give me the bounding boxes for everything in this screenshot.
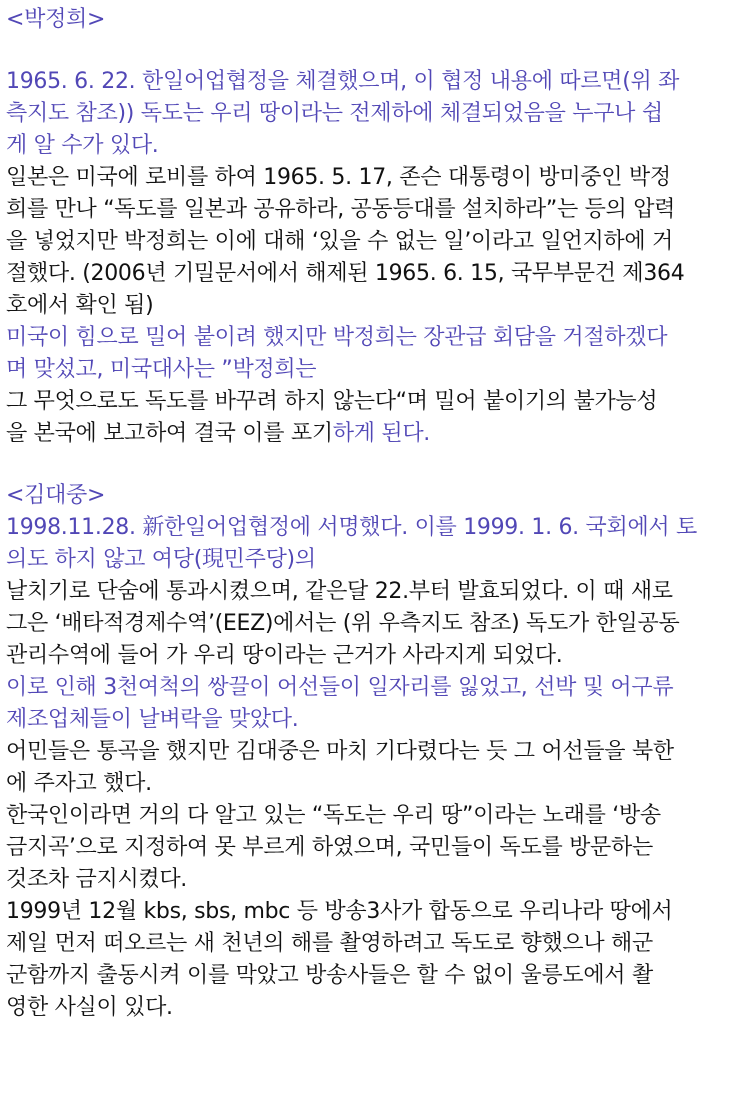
text-span: 하게 된다. [332, 421, 430, 446]
paragraph-line: 미국이 힘으로 밀어 붙이려 했지만 박정희는 장관급 회담을 거절하겠다 [6, 325, 668, 350]
paragraph-line: 그 무엇으로도 독도를 바꾸려 하지 않는다“며 밀어 붙이기의 불가능성 [6, 389, 658, 414]
paragraph-line: 금지곡’으로 지정하여 못 부르게 하였으며, 국민들이 독도를 방문하는 [6, 835, 653, 860]
paragraph-line: 한국인이라면 거의 다 알고 있는 “독도는 우리 땅”이라는 노래를 ‘방송 [6, 803, 661, 828]
paragraph-line: 절했다. (2006년 기밀문서에서 해제된 1965. 6. 15, 국무부문건 제364 [6, 261, 685, 286]
paragraph-line: 1965. 6. 22. 한일어업협정을 체결했으며, 이 협정 내용에 따르면(위 좌 [6, 69, 680, 94]
paragraph-line: 며 맞섰고, 미국대사는 ”박정희는 [6, 357, 317, 382]
text-span: 을 본국에 보고하여 결국 이를 포기 [6, 421, 333, 446]
blank-line [6, 36, 752, 66]
section-heading-park: <박정희> [6, 7, 106, 32]
paragraph-line: 호에서 확인 됨) [6, 293, 154, 318]
paragraph-line: 날치기로 단숨에 통과시켰으며, 같은달 22.부터 발효되었다. 이 때 새로 [6, 579, 673, 604]
paragraph-line [6, 418, 752, 450]
paragraph-line: 일본은 미국에 로비를 하여 1965. 5. 17, 존슨 대통령이 방미중인 박정 [6, 165, 671, 190]
paragraph-line: 에 주자고 했다. [6, 771, 152, 796]
paragraph-line: 제조업체들이 날벼락을 맞았다. [6, 707, 299, 732]
blank-line [6, 450, 752, 480]
paragraph-line: 의도 하지 않고 여당(現민주당)의 [6, 547, 316, 572]
section-heading-kim: <김대중> [6, 483, 106, 508]
paragraph-line: 군함까지 출동시켜 이를 막았고 방송사들은 할 수 없이 울릉도에서 촬 [6, 963, 653, 988]
paragraph-line: 측지도 참조)) 독도는 우리 땅이라는 전제하에 체결되었음을 누구나 쉽 [6, 101, 663, 126]
paragraph-line: 을 넣었지만 박정희는 이에 대해 ‘있을 수 없는 일’이라고 일언지하에 거 [6, 229, 673, 254]
paragraph-line: 것조차 금지시켰다. [6, 867, 188, 892]
paragraph-line: 1998.11.28. 新한일어업협정에 서명했다. 이를 1999. 1. 6. 국회에서 토 [6, 515, 697, 540]
paragraph-line: 그은 ‘배타적경제수역’(EEZ)에서는 (위 우측지도 참조) 독도가 한일공동 [6, 611, 680, 636]
paragraph-line: 희를 만나 “독도를 일본과 공유하라, 공동등대를 설치하라”는 등의 압력 [6, 197, 676, 222]
paragraph-line: 영한 사실이 있다. [6, 995, 173, 1020]
paragraph-line: 이로 인해 3천여척의 쌍끌이 어선들이 일자리를 잃었고, 선박 및 어구류 [6, 675, 674, 700]
paragraph-line: 제일 먼저 떠오르는 새 천년의 해를 촬영하려고 독도로 향했으나 해군 [6, 931, 653, 956]
paragraph-line: 관리수역에 들어 가 우리 땅이라는 근거가 사라지게 되었다. [6, 643, 563, 668]
paragraph-line: 게 알 수가 있다. [6, 133, 159, 158]
paragraph-line: 1999년 12월 kbs, sbs, mbc 등 방송3사가 합동으로 우리나라 땅에서 [6, 899, 673, 924]
paragraph-line: 어민들은 통곡을 했지만 김대중은 마치 기다렸다는 듯 그 어선들을 북한 [6, 739, 674, 764]
